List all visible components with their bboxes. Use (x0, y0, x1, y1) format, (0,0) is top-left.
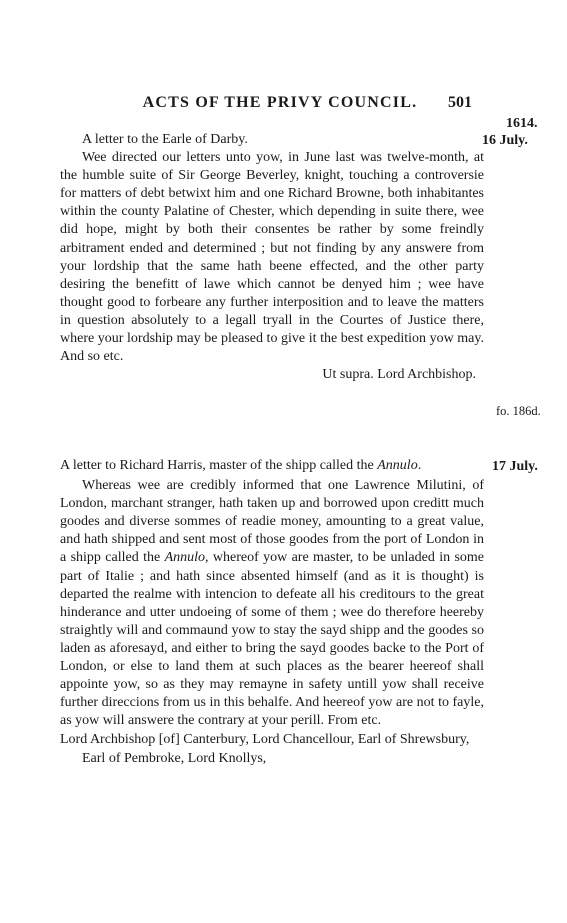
letter-heading (60, 457, 484, 475)
ship-name: Annulo (377, 458, 418, 473)
ship-name: Annulo (164, 550, 206, 566)
margin-date-17-july: 17 July. (492, 459, 538, 474)
margin-folio-note: fo. 186d. (496, 404, 541, 418)
letter-body (60, 477, 484, 730)
letter-signature: Ut supra. Lord Archbishop. (322, 367, 476, 383)
letter-entry-earle-of-darby (60, 131, 484, 384)
margin-year: 1614. (506, 116, 538, 131)
heading-period: . (417, 458, 422, 473)
letter-entry-richard-harris (60, 457, 484, 768)
margin-date-16-july: 16 July. (482, 133, 528, 148)
letter-body: Wee directed our letters unto yow, in June last was twelve-month, at the humble suite of Sir George Beverley, knight, touching a controversie for matters of debt betwixt him and one Richard Browne, both inhabitantes within the county Palatine of Chester, which depending in suite there, wee did hope, might by both their consentes be rather by some freindly arbitrament ended and determined ; but not finding by any answere from your lordship that the same hath beene effected, and the other party desiring the benefitt of lawe which cannot be denyed him ; wee have thought good to forbeare any further interposition and to leave the matters in question absolutely to a legall tryall in the Courtes of Justice there, where your lordship may be pleased to give it the best expedition yow may. And so etc. (60, 150, 484, 365)
body-text-part: , whereof yow are master, to be unladed in some part of Italie ; and hath since absented himself (and as it is thought) is departed the realme with intencion to defeate all his creditours to the great hinderance and utter undoeing of some of them ; wee do therefore heereby straightly will and commaund yow to stay the sayd shipp and the goodes so laden as aforesayd, and either to bring the sayd goodes backe to the Port of London, or else to land them at such places as the bearer heereof shall appointe yow, so as they may remayne in safety untill yow shall receive further direccions from us in this behalfe. And heereof yow are not to fayle, as yow will answere the contrary at your perill. From etc. (60, 550, 485, 729)
heading-text: A letter to Richard Harris, master of the shipp called the (60, 458, 378, 473)
letter-heading: A letter to the Earle of Darby. (82, 132, 248, 147)
signatories-list: Lord Archbishop [of] Canterbury, Lord Chancellour, Earl of Shrewsbury, Earl of Pembroke, Lord Knollys, (60, 732, 470, 766)
page-number: 501 (448, 94, 472, 111)
body-text-part: Whereas wee are credibly informed that one Lawrence Milutini, of London, marchant stranger, hath taken up and borrowed upon creditt much goodes and diverse sommes of readie money, amounting to a great value, and hath shipped and sent most of those goodes from the port of London in a shipp called the (60, 478, 484, 566)
running-header-title: ACTS OF THE PRIVY COUNCIL. (142, 94, 418, 111)
